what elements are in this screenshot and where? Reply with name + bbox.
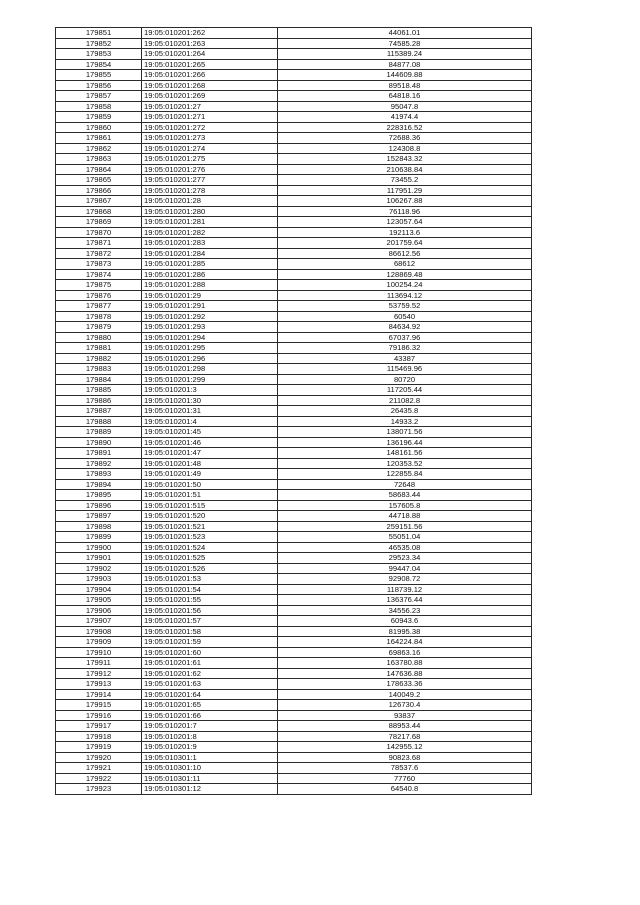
table-row [56, 364, 532, 375]
row-number-cell: 179854 [56, 59, 142, 70]
row-number-cell: 179857 [56, 91, 142, 102]
table-row [56, 542, 532, 553]
cadastral-number-cell: 19:05:010201:286 [142, 269, 278, 280]
cadastral-number-cell: 19:05:010201:9 [142, 742, 278, 753]
row-number-cell: 179888 [56, 416, 142, 427]
table-row [56, 773, 532, 784]
row-number-cell: 179862 [56, 143, 142, 154]
value-cell: 117951.29 [278, 185, 532, 196]
cadastral-number-cell: 19:05:010201:296 [142, 353, 278, 364]
value-cell: 90823.68 [278, 752, 532, 763]
cadastral-number-cell: 19:05:010201:65 [142, 700, 278, 711]
value-cell: 147636.88 [278, 668, 532, 679]
row-number-cell: 179859 [56, 112, 142, 123]
table-row [56, 626, 532, 637]
value-cell: 79186.32 [278, 343, 532, 354]
table-row [56, 206, 532, 217]
cadastral-number-cell: 19:05:010301:1 [142, 752, 278, 763]
table-row [56, 427, 532, 438]
table-row [56, 248, 532, 259]
cadastral-number-cell: 19:05:010201:62 [142, 668, 278, 679]
row-number-cell: 179909 [56, 637, 142, 648]
value-cell: 41974.4 [278, 112, 532, 123]
row-number-cell: 179861 [56, 133, 142, 144]
table-row [56, 290, 532, 301]
value-cell: 126730.4 [278, 700, 532, 711]
cadastral-number-cell: 19:05:010201:55 [142, 595, 278, 606]
table-row [56, 689, 532, 700]
cadastral-number-cell: 19:05:010201:47 [142, 448, 278, 459]
table-row [56, 101, 532, 112]
value-cell: 122855.84 [278, 469, 532, 480]
row-number-cell: 179894 [56, 479, 142, 490]
table-row [56, 311, 532, 322]
row-number-cell: 179878 [56, 311, 142, 322]
row-number-cell: 179893 [56, 469, 142, 480]
value-cell: 99447.04 [278, 563, 532, 574]
cadastral-number-cell: 19:05:010201:521 [142, 521, 278, 532]
row-number-cell: 179879 [56, 322, 142, 333]
row-number-cell: 179868 [56, 206, 142, 217]
cadastral-number-cell: 19:05:010201:268 [142, 80, 278, 91]
row-number-cell: 179884 [56, 374, 142, 385]
table-row [56, 605, 532, 616]
table-row [56, 742, 532, 753]
row-number-cell: 179907 [56, 616, 142, 627]
row-number-cell: 179877 [56, 301, 142, 312]
cadastral-number-cell: 19:05:010201:298 [142, 364, 278, 375]
cadastral-number-cell: 19:05:010201:283 [142, 238, 278, 249]
cadastral-number-cell: 19:05:010201:288 [142, 280, 278, 291]
table-row [56, 731, 532, 742]
value-cell: 192113.6 [278, 227, 532, 238]
table-row [56, 500, 532, 511]
table-row [56, 700, 532, 711]
row-number-cell: 179885 [56, 385, 142, 396]
table-row [56, 259, 532, 270]
row-number-cell: 179900 [56, 542, 142, 553]
table-row [56, 658, 532, 669]
cadastral-number-cell: 19:05:010201:281 [142, 217, 278, 228]
value-cell: 210638.84 [278, 164, 532, 175]
value-cell: 93837 [278, 710, 532, 721]
table-row [56, 721, 532, 732]
cadastral-number-cell: 19:05:010201:50 [142, 479, 278, 490]
cadastral-number-cell: 19:05:010201:51 [142, 490, 278, 501]
cadastral-number-cell: 19:05:010201:8 [142, 731, 278, 742]
table-row [56, 59, 532, 70]
table-row [56, 343, 532, 354]
row-number-cell: 179858 [56, 101, 142, 112]
value-cell: 115389.24 [278, 49, 532, 60]
row-number-cell: 179899 [56, 532, 142, 543]
cadastral-number-cell: 19:05:010301:12 [142, 784, 278, 795]
row-number-cell: 179852 [56, 38, 142, 49]
value-cell: 89518.48 [278, 80, 532, 91]
value-cell: 148161.56 [278, 448, 532, 459]
value-cell: 29523.34 [278, 553, 532, 564]
value-cell: 138071.56 [278, 427, 532, 438]
table-row [56, 647, 532, 658]
table-row [56, 227, 532, 238]
cadastral-number-cell: 19:05:010201:4 [142, 416, 278, 427]
row-number-cell: 179913 [56, 679, 142, 690]
table-row [56, 301, 532, 312]
value-cell: 64540.8 [278, 784, 532, 795]
value-cell: 34556.23 [278, 605, 532, 616]
cadastral-number-cell: 19:05:010201:58 [142, 626, 278, 637]
table-row [56, 469, 532, 480]
cadastral-number-cell: 19:05:010201:520 [142, 511, 278, 522]
value-cell: 86612.56 [278, 248, 532, 259]
cadastral-number-cell: 19:05:010201:269 [142, 91, 278, 102]
cadastral-number-cell: 19:05:010201:276 [142, 164, 278, 175]
cadastral-number-cell: 19:05:010201:278 [142, 185, 278, 196]
value-cell: 60540 [278, 311, 532, 322]
value-cell: 60943.6 [278, 616, 532, 627]
value-cell: 115469.96 [278, 364, 532, 375]
row-number-cell: 179908 [56, 626, 142, 637]
row-number-cell: 179875 [56, 280, 142, 291]
cadastral-number-cell: 19:05:010201:54 [142, 584, 278, 595]
table-row [56, 458, 532, 469]
value-cell: 117205.44 [278, 385, 532, 396]
cadastral-number-cell: 19:05:010201:291 [142, 301, 278, 312]
row-number-cell: 179886 [56, 395, 142, 406]
row-number-cell: 179895 [56, 490, 142, 501]
table-row [56, 637, 532, 648]
value-cell: 100254.24 [278, 280, 532, 291]
value-cell: 46535.08 [278, 542, 532, 553]
value-cell: 211082.8 [278, 395, 532, 406]
row-number-cell: 179872 [56, 248, 142, 259]
row-number-cell: 179874 [56, 269, 142, 280]
cadastral-number-cell: 19:05:010201:3 [142, 385, 278, 396]
value-cell: 95047.8 [278, 101, 532, 112]
cadastral-number-cell: 19:05:010201:53 [142, 574, 278, 585]
cadastral-number-cell: 19:05:010201:263 [142, 38, 278, 49]
table-row [56, 80, 532, 91]
value-cell: 78217.68 [278, 731, 532, 742]
table-row [56, 353, 532, 364]
table-row [56, 374, 532, 385]
value-cell: 58683.44 [278, 490, 532, 501]
cadastral-number-cell: 19:05:010201:7 [142, 721, 278, 732]
cadastral-number-cell: 19:05:010201:266 [142, 70, 278, 81]
cadastral-number-cell: 19:05:010201:64 [142, 689, 278, 700]
value-cell: 44061.01 [278, 28, 532, 39]
table-row [56, 490, 532, 501]
cadastral-number-cell: 19:05:010201:61 [142, 658, 278, 669]
value-cell: 80720 [278, 374, 532, 385]
table-row [56, 238, 532, 249]
value-cell: 84634.92 [278, 322, 532, 333]
value-cell: 81995.38 [278, 626, 532, 637]
table-row [56, 752, 532, 763]
cadastral-number-cell: 19:05:010301:11 [142, 773, 278, 784]
value-cell: 123057.64 [278, 217, 532, 228]
table-row [56, 479, 532, 490]
cadastral-number-cell: 19:05:010201:63 [142, 679, 278, 690]
value-cell: 67037.96 [278, 332, 532, 343]
value-cell: 72648 [278, 479, 532, 490]
row-number-cell: 179917 [56, 721, 142, 732]
table-row [56, 164, 532, 175]
cadastral-number-cell: 19:05:010201:273 [142, 133, 278, 144]
value-cell: 44718.88 [278, 511, 532, 522]
table-row [56, 385, 532, 396]
row-number-cell: 179904 [56, 584, 142, 595]
table-row [56, 91, 532, 102]
cadastral-number-cell: 19:05:010201:30 [142, 395, 278, 406]
cadastral-number-cell: 19:05:010201:294 [142, 332, 278, 343]
row-number-cell: 179870 [56, 227, 142, 238]
table-row [56, 584, 532, 595]
cadastral-number-cell: 19:05:010201:49 [142, 469, 278, 480]
row-number-cell: 179856 [56, 80, 142, 91]
cadastral-number-cell: 19:05:010201:275 [142, 154, 278, 165]
row-number-cell: 179920 [56, 752, 142, 763]
value-cell: 69863.16 [278, 647, 532, 658]
table-row [56, 143, 532, 154]
row-number-cell: 179869 [56, 217, 142, 228]
row-number-cell: 179887 [56, 406, 142, 417]
table-row [56, 322, 532, 333]
cadastral-number-cell: 19:05:010201:46 [142, 437, 278, 448]
row-number-cell: 179923 [56, 784, 142, 795]
table-row [56, 185, 532, 196]
row-number-cell: 179889 [56, 427, 142, 438]
row-number-cell: 179867 [56, 196, 142, 207]
table-row [56, 668, 532, 679]
row-number-cell: 179911 [56, 658, 142, 669]
value-cell: 142955.12 [278, 742, 532, 753]
row-number-cell: 179902 [56, 563, 142, 574]
value-cell: 124308.8 [278, 143, 532, 154]
table-row [56, 763, 532, 774]
table-row [56, 511, 532, 522]
value-cell: 163780.88 [278, 658, 532, 669]
cadastral-number-cell: 19:05:010201:299 [142, 374, 278, 385]
row-number-cell: 179903 [56, 574, 142, 585]
row-number-cell: 179865 [56, 175, 142, 186]
table-row [56, 122, 532, 133]
value-cell: 78537.6 [278, 763, 532, 774]
value-cell: 152843.32 [278, 154, 532, 165]
cadastral-number-cell: 19:05:010201:262 [142, 28, 278, 39]
table-row [56, 616, 532, 627]
table-row [56, 269, 532, 280]
value-cell: 84877.08 [278, 59, 532, 70]
table-row [56, 437, 532, 448]
row-number-cell: 179882 [56, 353, 142, 364]
cadastral-number-cell: 19:05:010201:523 [142, 532, 278, 543]
table-row [56, 49, 532, 60]
row-number-cell: 179898 [56, 521, 142, 532]
table-row [56, 112, 532, 123]
cadastral-number-cell: 19:05:010201:295 [142, 343, 278, 354]
table-row [56, 175, 532, 186]
value-cell: 136376.44 [278, 595, 532, 606]
cadastral-number-cell: 19:05:010301:10 [142, 763, 278, 774]
cadastral-number-cell: 19:05:010201:48 [142, 458, 278, 469]
cadastral-number-cell: 19:05:010201:524 [142, 542, 278, 553]
value-cell: 14933.2 [278, 416, 532, 427]
table-row [56, 70, 532, 81]
cadastral-number-cell: 19:05:010201:526 [142, 563, 278, 574]
row-number-cell: 179905 [56, 595, 142, 606]
table-row [56, 532, 532, 543]
cadastral-number-cell: 19:05:010201:265 [142, 59, 278, 70]
cadastral-number-cell: 19:05:010201:27 [142, 101, 278, 112]
table-row [56, 280, 532, 291]
value-cell: 55051.04 [278, 532, 532, 543]
row-number-cell: 179873 [56, 259, 142, 270]
row-number-cell: 179855 [56, 70, 142, 81]
cadastral-number-cell: 19:05:010201:271 [142, 112, 278, 123]
table-row [56, 563, 532, 574]
cadastral-number-cell: 19:05:010201:66 [142, 710, 278, 721]
row-number-cell: 179918 [56, 731, 142, 742]
row-number-cell: 179922 [56, 773, 142, 784]
value-cell: 259151.56 [278, 521, 532, 532]
table-row [56, 679, 532, 690]
row-number-cell: 179883 [56, 364, 142, 375]
value-cell: 73455.2 [278, 175, 532, 186]
table-body [56, 28, 532, 795]
cadastral-number-cell: 19:05:010201:31 [142, 406, 278, 417]
table-row [56, 553, 532, 564]
table-row [56, 28, 532, 39]
row-number-cell: 179906 [56, 605, 142, 616]
table-row [56, 521, 532, 532]
table-row [56, 448, 532, 459]
row-number-cell: 179892 [56, 458, 142, 469]
cadastral-number-cell: 19:05:010201:28 [142, 196, 278, 207]
value-cell: 92908.72 [278, 574, 532, 585]
cadastral-number-cell: 19:05:010201:56 [142, 605, 278, 616]
value-cell: 74585.28 [278, 38, 532, 49]
cadastral-number-cell: 19:05:010201:59 [142, 637, 278, 648]
row-number-cell: 179864 [56, 164, 142, 175]
row-number-cell: 179860 [56, 122, 142, 133]
cadastral-number-cell: 19:05:010201:280 [142, 206, 278, 217]
value-cell: 157605.8 [278, 500, 532, 511]
table-row [56, 154, 532, 165]
value-cell: 164224.84 [278, 637, 532, 648]
value-cell: 64818.16 [278, 91, 532, 102]
row-number-cell: 179871 [56, 238, 142, 249]
row-number-cell: 179876 [56, 290, 142, 301]
value-cell: 201759.64 [278, 238, 532, 249]
value-cell: 228316.52 [278, 122, 532, 133]
cadastral-number-cell: 19:05:010201:282 [142, 227, 278, 238]
cadastral-number-cell: 19:05:010201:29 [142, 290, 278, 301]
table-row [56, 196, 532, 207]
row-number-cell: 179897 [56, 511, 142, 522]
cadastral-number-cell: 19:05:010201:515 [142, 500, 278, 511]
table-row [56, 784, 532, 795]
row-number-cell: 179863 [56, 154, 142, 165]
row-number-cell: 179891 [56, 448, 142, 459]
value-cell: 53759.52 [278, 301, 532, 312]
table-row [56, 38, 532, 49]
data-table [55, 27, 532, 795]
value-cell: 144609.88 [278, 70, 532, 81]
table-row [56, 395, 532, 406]
row-number-cell: 179915 [56, 700, 142, 711]
value-cell: 178633.36 [278, 679, 532, 690]
cadastral-number-cell: 19:05:010201:285 [142, 259, 278, 270]
cadastral-number-cell: 19:05:010201:60 [142, 647, 278, 658]
value-cell: 120353.52 [278, 458, 532, 469]
cadastral-number-cell: 19:05:010201:293 [142, 322, 278, 333]
value-cell: 140049.2 [278, 689, 532, 700]
table-row [56, 406, 532, 417]
row-number-cell: 179901 [56, 553, 142, 564]
row-number-cell: 179866 [56, 185, 142, 196]
value-cell: 72688.36 [278, 133, 532, 144]
row-number-cell: 179890 [56, 437, 142, 448]
row-number-cell: 179912 [56, 668, 142, 679]
cadastral-number-cell: 19:05:010201:292 [142, 311, 278, 322]
value-cell: 128869.48 [278, 269, 532, 280]
row-number-cell: 179853 [56, 49, 142, 60]
row-number-cell: 179880 [56, 332, 142, 343]
cadastral-number-cell: 19:05:010201:277 [142, 175, 278, 186]
cadastral-number-cell: 19:05:010201:272 [142, 122, 278, 133]
value-cell: 113694.12 [278, 290, 532, 301]
value-cell: 88953.44 [278, 721, 532, 732]
cadastral-number-cell: 19:05:010201:264 [142, 49, 278, 60]
table-row [56, 133, 532, 144]
value-cell: 43387 [278, 353, 532, 364]
value-cell: 68612 [278, 259, 532, 270]
cadastral-number-cell: 19:05:010201:525 [142, 553, 278, 564]
table-row [56, 416, 532, 427]
cadastral-number-cell: 19:05:010201:45 [142, 427, 278, 438]
table-row [56, 332, 532, 343]
cadastral-number-cell: 19:05:010201:284 [142, 248, 278, 259]
value-cell: 106267.88 [278, 196, 532, 207]
table-row [56, 217, 532, 228]
table-row [56, 710, 532, 721]
value-cell: 118739.12 [278, 584, 532, 595]
cadastral-number-cell: 19:05:010201:57 [142, 616, 278, 627]
value-cell: 136196.44 [278, 437, 532, 448]
value-cell: 77760 [278, 773, 532, 784]
row-number-cell: 179914 [56, 689, 142, 700]
row-number-cell: 179881 [56, 343, 142, 354]
cadastral-number-cell: 19:05:010201:274 [142, 143, 278, 154]
table-row [56, 574, 532, 585]
row-number-cell: 179910 [56, 647, 142, 658]
row-number-cell: 179921 [56, 763, 142, 774]
row-number-cell: 179919 [56, 742, 142, 753]
row-number-cell: 179896 [56, 500, 142, 511]
row-number-cell: 179916 [56, 710, 142, 721]
value-cell: 26435.8 [278, 406, 532, 417]
table-row [56, 595, 532, 606]
value-cell: 76118.96 [278, 206, 532, 217]
row-number-cell: 179851 [56, 28, 142, 39]
